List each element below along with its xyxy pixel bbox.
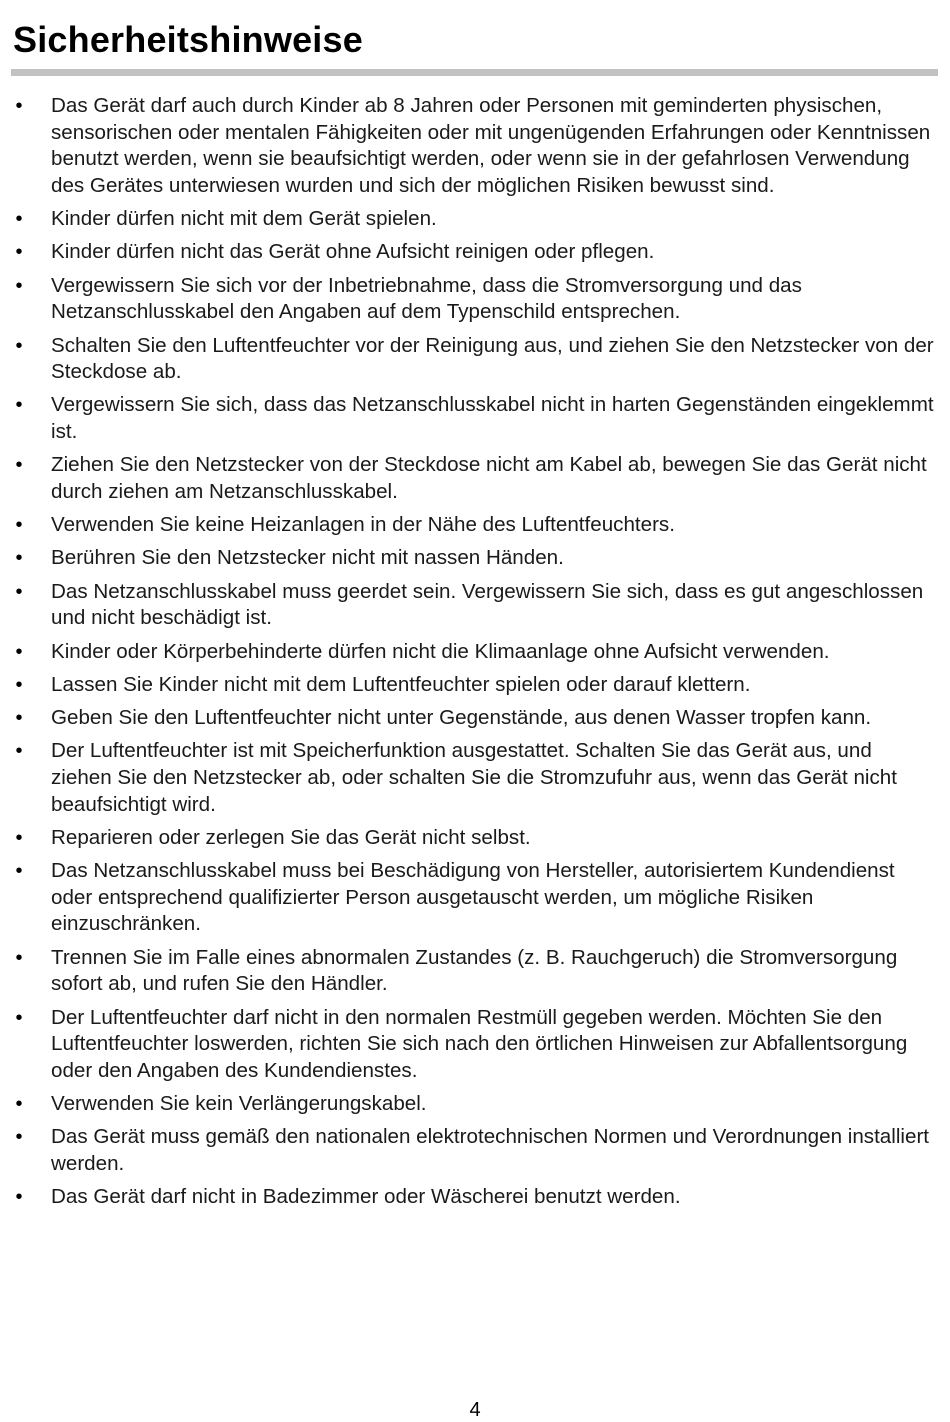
- bullet-icon: •: [15, 454, 23, 477]
- notice-text: Verwenden Sie keine Heizanlagen in der Nähe des Luftentfeuchters.: [51, 513, 675, 537]
- notice-text: Ziehen Sie den Netzstecker von der Steckdose nicht am Kabel ab, bewegen Sie das Gerät nicht durch ziehen am Netzanschlusskabel.: [51, 453, 927, 503]
- notice-text: Kinder dürfen nicht das Gerät ohne Aufsicht reinigen oder pflegen.: [51, 240, 655, 264]
- bullet-icon: •: [15, 1006, 23, 1029]
- list-item: [0, 273, 950, 326]
- bullet-icon: •: [15, 394, 23, 417]
- notice-text: Der Luftentfeuchter ist mit Speicherfunktion ausgestattet. Schalten Sie das Gerät aus, und ziehen Sie den Netzstecker ab, oder schalten Sie die Stromzufuhr aus, wenn das Gerät nicht beaufsichtigt wird.: [51, 739, 897, 816]
- bullet-icon: •: [15, 1186, 23, 1209]
- bullet-icon: •: [15, 334, 23, 357]
- list-item: [0, 392, 950, 445]
- bullet-icon: •: [15, 740, 23, 763]
- list-item: [0, 512, 950, 539]
- list-item: [0, 738, 950, 818]
- page-number: 4: [469, 1399, 481, 1421]
- list-item: [0, 705, 950, 732]
- notice-text: Schalten Sie den Luftentfeuchter vor der Reinigung aus, und ziehen Sie den Netzstecker von der Steckdose ab.: [51, 333, 934, 384]
- list-item: [0, 825, 950, 852]
- notice-text: Verwenden Sie kein Verlängerungskabel.: [51, 1091, 427, 1115]
- bullet-icon: •: [15, 860, 23, 883]
- list-item: [0, 579, 950, 632]
- list-item: [0, 639, 950, 666]
- notice-text: Vergewissern Sie sich, dass das Netzanschlusskabel nicht in harten Gegenständen eingeklemmt ist.: [51, 393, 934, 443]
- bullet-icon: •: [15, 208, 23, 231]
- list-item: [0, 239, 950, 266]
- bullet-icon: •: [15, 946, 23, 969]
- notice-text: Berühren Sie den Netzstecker nicht mit nassen Händen.: [51, 546, 564, 570]
- bullet-icon: •: [15, 241, 23, 264]
- notice-text: Das Gerät muss gemäß den nationalen elektrotechnischen Normen und Verordnungen installiert werden.: [51, 1125, 930, 1175]
- bullet-icon: •: [15, 1126, 23, 1149]
- notice-text: Trennen Sie im Falle eines abnormalen Zustandes (z. B. Rauchgeruch) die Stromversorgung sofort ab, und rufen Sie den Händler.: [51, 945, 898, 996]
- notice-text: Das Netzanschlusskabel muss geerdet sein. Vergewissern Sie sich, dass es gut angeschlossen und nicht beschädigt ist.: [51, 579, 924, 630]
- notice-text: Vergewissern Sie sich vor der Inbetriebnahme, dass die Stromversorgung und das Netzanschlusskabel den Angaben auf dem Typenschild entsprechen.: [51, 273, 802, 324]
- list-item: [0, 672, 950, 699]
- list-item: [0, 1091, 950, 1118]
- bullet-icon: •: [15, 826, 23, 849]
- bullet-icon: •: [15, 514, 23, 537]
- page-title: Sicherheitshinweise: [13, 19, 363, 60]
- bullet-icon: •: [15, 707, 23, 730]
- list-item: [0, 333, 950, 386]
- bullet-icon: •: [15, 640, 23, 663]
- bullet-icon: •: [15, 547, 23, 570]
- title-divider: [11, 69, 938, 76]
- notice-text: Kinder dürfen nicht mit dem Gerät spielen.: [51, 207, 437, 231]
- bullet-icon: •: [15, 673, 23, 696]
- bullet-icon: •: [15, 580, 23, 603]
- notice-text: Lassen Sie Kinder nicht mit dem Luftentfeuchter spielen oder darauf klettern.: [51, 672, 751, 696]
- list-item: [0, 1184, 950, 1211]
- list-item: [0, 1005, 950, 1085]
- bullet-icon: •: [15, 274, 23, 297]
- notice-text: Das Gerät darf auch durch Kinder ab 8 Jahren oder Personen mit geminderten physischen, sensorischen oder mentalen Fähigkeiten oder mit ungenügenden Erfahrungen oder Kenntnissen benutzt werden, wenn sie beaufsichtigt werden, oder wenn sie in der gefahrlosen Verwendung des Gerätes unterwiesen wurden und sich der möglichen Risiken bewusst sind.: [51, 94, 931, 197]
- list-item: [0, 545, 950, 572]
- notice-text: Kinder oder Körperbehinderte dürfen nicht die Klimaanlage ohne Aufsicht verwenden.: [51, 639, 830, 663]
- list-item: [0, 206, 950, 233]
- list-item: [0, 858, 950, 938]
- notice-text: Reparieren oder zerlegen Sie das Gerät nicht selbst.: [51, 825, 531, 849]
- list-item: [0, 1124, 950, 1177]
- list-item: [0, 93, 950, 199]
- bullet-icon: •: [15, 1092, 23, 1115]
- bullet-icon: •: [15, 95, 23, 117]
- notice-text: Das Gerät darf nicht in Badezimmer oder Wäscherei benutzt werden.: [51, 1185, 681, 1209]
- safety-notice-list: [0, 93, 950, 1217]
- list-item: [0, 452, 950, 505]
- notice-text: Geben Sie den Luftentfeuchter nicht unter Gegenstände, aus denen Wasser tropfen kann.: [51, 706, 872, 730]
- notice-text: Das Netzanschlusskabel muss bei Beschädigung von Hersteller, autorisiertem Kundendienst oder entsprechend qualifizierter Person ausgetauscht werden, um mögliche Risiken einzuschränken.: [51, 859, 895, 936]
- list-item: [0, 945, 950, 998]
- notice-text: Der Luftentfeuchter darf nicht in den normalen Restmüll gegeben werden. Möchten Sie den Luftentfeuchter loswerden, richten Sie sich nach den örtlichen Hinweisen zur Abfallentsorgung oder den Angaben des Kundendienstes.: [51, 1005, 908, 1082]
